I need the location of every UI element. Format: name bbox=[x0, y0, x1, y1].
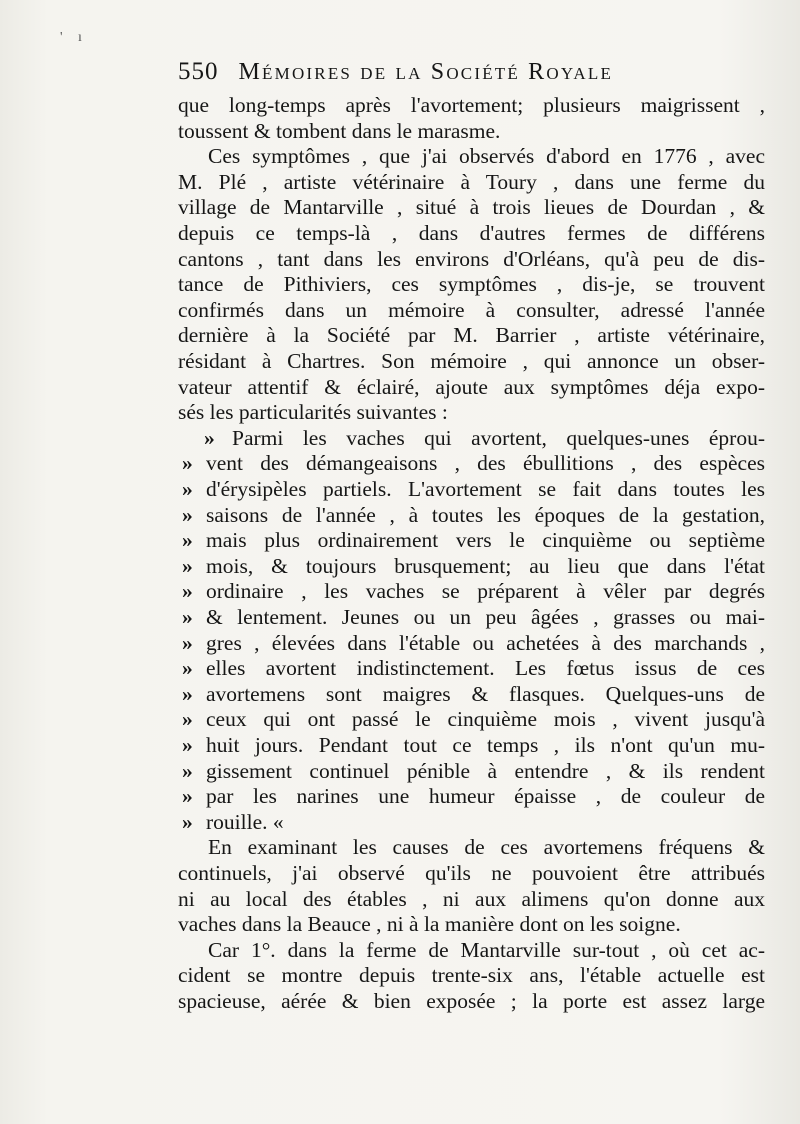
line-text: ni au local des étables , ni aux alimens qu'on donne aux bbox=[178, 886, 765, 911]
quote-mark: » bbox=[182, 656, 193, 681]
line-text: spacieuse, aérée & bien exposée ; la porte est assez large bbox=[178, 989, 765, 1013]
text-line bbox=[178, 246, 765, 272]
page-number: 550 bbox=[178, 58, 219, 85]
quote-mark: » bbox=[182, 681, 193, 706]
page-header bbox=[178, 58, 768, 88]
line-text: cident se montre depuis trente-six ans, l'étable actuelle est bbox=[178, 963, 765, 988]
line-text: vaches dans la Beauce , ni à la manière dont on les soigne. bbox=[178, 912, 681, 937]
line-text: vent des démangeaisons , des ébullitions , des espèces bbox=[206, 451, 765, 476]
text-line bbox=[178, 348, 765, 374]
running-title: Mémoires de la Société Royale bbox=[238, 59, 614, 85]
text-line bbox=[208, 937, 765, 963]
quote-mark: » bbox=[182, 553, 193, 578]
line-text: continuels, j'ai observé qu'ils ne pouvoient être attribués bbox=[178, 861, 765, 885]
quote-mark: » bbox=[182, 579, 193, 604]
quote-line bbox=[182, 578, 765, 604]
quote-line bbox=[182, 527, 765, 553]
text-line bbox=[178, 169, 765, 195]
line-text: & lentement. Jeunes ou un peu âgées , grasses ou mai- bbox=[206, 605, 765, 629]
quote-line bbox=[182, 502, 765, 528]
line-text: toussent & tombent dans le marasme. bbox=[178, 118, 501, 143]
line-text: M. Plé , artiste vétérinaire à Toury , dans une ferme du bbox=[178, 169, 765, 194]
line-text: sés les particularités suivantes : bbox=[178, 400, 448, 425]
line-text: que long-temps après l'avortement; plusieurs maigrissent , bbox=[178, 93, 765, 117]
line-text: confirmés dans un mémoire à consulter, adressé l'année bbox=[178, 297, 765, 322]
text-line bbox=[178, 297, 765, 323]
quote-mark: » bbox=[182, 477, 193, 501]
text-line bbox=[208, 834, 765, 860]
text-line bbox=[178, 220, 765, 246]
text-line bbox=[178, 860, 765, 886]
line-text: Ces symptômes , que j'ai observés d'abord en 1776 , avec bbox=[208, 144, 765, 169]
quote-mark: » bbox=[182, 733, 193, 757]
line-text: elles avortent indistinctement. Les fœtus issus de ces bbox=[206, 656, 765, 681]
text-line bbox=[178, 322, 765, 348]
text-line bbox=[178, 194, 765, 220]
text-line bbox=[178, 92, 765, 118]
line-text: mais plus ordinairement vers le cinquième ou septième bbox=[206, 528, 765, 553]
text-line bbox=[178, 118, 765, 144]
quote-line bbox=[182, 732, 765, 758]
line-text: ceux qui ont passé le cinquième mois , vivent jusqu'à bbox=[206, 707, 765, 732]
line-text: gres , élevées dans l'étable ou achetées à des marchands , bbox=[206, 630, 765, 655]
text-line bbox=[178, 962, 765, 988]
quote-line bbox=[182, 681, 765, 707]
quote-mark: » bbox=[182, 758, 193, 783]
margin-mark: ' ı bbox=[60, 30, 88, 45]
quote-mark: » bbox=[182, 502, 193, 527]
quote-line bbox=[182, 553, 765, 579]
text-line bbox=[178, 911, 765, 937]
text-line bbox=[178, 886, 765, 912]
line-text: huit jours. Pendant tout ce temps , ils n'ont qu'un mu- bbox=[206, 733, 765, 757]
line-text: Car 1°. dans la ferme de Mantarville sur-tout , où cet ac- bbox=[208, 937, 765, 962]
line-text: Parmi les vaches qui avortent, quelques-unes éprou- bbox=[232, 425, 765, 450]
line-text: avortemens sont maigres & flasques. Quelques-uns de bbox=[206, 681, 765, 706]
line-text: ordinaire , les vaches se préparent à vêler par degrés bbox=[206, 579, 765, 604]
quote-line bbox=[182, 425, 765, 451]
line-text: cantons , tant dans les environs d'Orléans, qu'à peu de dis- bbox=[178, 246, 765, 271]
quote-line bbox=[182, 476, 765, 502]
quote-line bbox=[182, 783, 765, 809]
quote-line bbox=[182, 809, 765, 835]
line-text: dernière à la Société par M. Barrier , artiste vétérinaire, bbox=[178, 323, 765, 348]
quote-line bbox=[182, 450, 765, 476]
quote-line bbox=[182, 706, 765, 732]
text-line bbox=[178, 271, 765, 297]
line-text: rouille. « bbox=[206, 809, 284, 834]
line-text: résidant à Chartres. Son mémoire , qui annonce un obser- bbox=[178, 349, 765, 373]
quote-line bbox=[182, 655, 765, 681]
text-line bbox=[178, 374, 765, 400]
quote-mark: » bbox=[182, 605, 193, 629]
line-text: d'érysipèles partiels. L'avortement se fait dans toutes les bbox=[206, 477, 765, 501]
quote-mark: » bbox=[182, 784, 193, 809]
line-text: saisons de l'année , à toutes les époques de la gestation, bbox=[206, 502, 765, 527]
line-text: En examinant les causes de ces avortemens fréquens & bbox=[208, 835, 765, 860]
quote-mark: » bbox=[182, 707, 193, 732]
line-text: mois, & toujours brusquement; au lieu que dans l'état bbox=[206, 553, 765, 578]
line-text: tance de Pithiviers, ces symptômes , dis-je, se trouvent bbox=[178, 272, 765, 297]
line-text: par les narines une humeur épaisse , de couleur de bbox=[206, 784, 765, 809]
quote-mark: » bbox=[182, 809, 193, 834]
quote-line bbox=[182, 604, 765, 630]
text-line bbox=[208, 143, 765, 169]
quote-line bbox=[182, 630, 765, 656]
quote-mark: » bbox=[182, 451, 193, 476]
quote-mark: » bbox=[182, 630, 193, 655]
line-text: depuis ce temps-là , dans d'autres fermes de différens bbox=[178, 221, 765, 245]
text-line bbox=[178, 399, 765, 425]
line-text: village de Mantarville , situé à trois lieues de Dourdan , & bbox=[178, 195, 765, 220]
line-text: vateur attentif & éclairé, ajoute aux symptômes déja expo- bbox=[178, 374, 765, 399]
quote-line bbox=[182, 758, 765, 784]
quote-mark: » bbox=[204, 425, 215, 450]
quote-mark: » bbox=[182, 528, 193, 553]
line-text: gissement continuel pénible à entendre , & ils rendent bbox=[206, 758, 765, 783]
text-line bbox=[178, 988, 765, 1014]
